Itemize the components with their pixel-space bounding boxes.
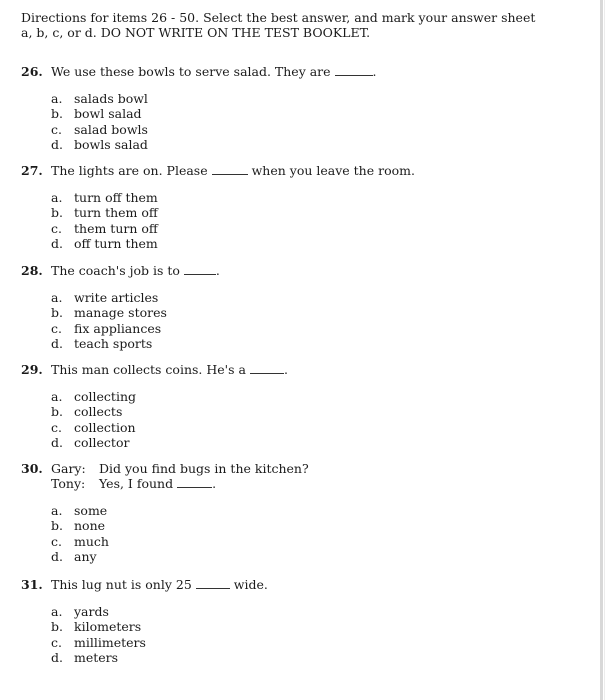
choice-letter: b.	[51, 518, 63, 534]
choice-text: collector	[74, 434, 130, 450]
choice-b	[51, 205, 415, 220]
choice-letter: d.	[51, 649, 63, 665]
choice-list	[51, 503, 309, 564]
choice-list	[51, 91, 377, 152]
choice-letter: b.	[51, 305, 63, 321]
choice-letter: a.	[51, 604, 63, 619]
choice-letter: a.	[51, 190, 63, 205]
choice-letter: a.	[51, 91, 63, 106]
choice-text: manage stores	[74, 305, 167, 321]
choice-letter: b.	[51, 205, 63, 221]
choice-letter: d.	[51, 434, 63, 450]
answer-blank	[212, 163, 248, 175]
choice-letter: d.	[51, 548, 63, 564]
choice-c	[51, 635, 268, 650]
choice-letter: c.	[51, 533, 62, 549]
question-number: 27.	[21, 163, 43, 178]
stem-after: when you leave the room.	[251, 163, 415, 178]
choice-text: teach sports	[74, 335, 153, 351]
choice-text: millimeters	[74, 634, 146, 650]
choice-text: none	[74, 518, 106, 534]
stem-before: Yes, I found	[99, 476, 174, 491]
choice-b	[51, 305, 220, 320]
directions	[21, 10, 581, 40]
dialog-text	[99, 476, 216, 491]
choice-letter: c.	[51, 419, 62, 435]
answer-blank	[196, 577, 230, 589]
question-27	[21, 163, 415, 251]
choice-b	[51, 106, 377, 121]
dialog	[51, 461, 309, 491]
stem-after: .	[372, 64, 377, 79]
choice-letter: a.	[51, 389, 63, 404]
choice-c	[51, 534, 309, 549]
question-stem	[21, 362, 288, 377]
directions-line-1: Directions for items 26 - 50. Select the best answer, and mark your answer sheet	[21, 10, 536, 25]
question-30	[21, 461, 309, 564]
choice-list	[51, 190, 415, 251]
choice-text: collects	[74, 404, 123, 420]
stem-after: .	[215, 263, 220, 278]
choice-text: much	[74, 533, 109, 549]
choice-letter: b.	[51, 404, 63, 420]
choice-text: turn them off	[74, 205, 158, 221]
question-number: 26.	[21, 64, 43, 79]
directions-line-2: a, b, c, or d. DO NOT WRITE ON THE TEST BOOKLET.	[21, 25, 371, 40]
choice-text: salads bowl	[74, 91, 148, 106]
question-text	[51, 577, 268, 592]
choice-text: some	[74, 503, 108, 518]
choice-text: yards	[74, 604, 109, 619]
choice-d	[51, 549, 309, 564]
choice-c	[51, 122, 377, 137]
choice-a	[51, 91, 377, 106]
choice-letter: a.	[51, 503, 63, 518]
stem-before: We use these bowls to serve salad. They are	[51, 64, 331, 79]
choice-c	[51, 420, 288, 435]
stem-after: wide.	[233, 577, 268, 592]
choice-letter: d.	[51, 136, 63, 152]
choice-letter: a.	[51, 290, 63, 305]
question-stem	[21, 461, 309, 491]
choice-text: any	[74, 548, 97, 564]
question-number: 30.	[21, 461, 43, 476]
choice-d	[51, 336, 220, 351]
question-29	[21, 362, 288, 450]
choice-text: bowl salad	[74, 106, 142, 122]
choice-text: turn off them	[74, 190, 158, 205]
choice-letter: c.	[51, 320, 62, 336]
choice-list	[51, 389, 288, 450]
choice-text: collection	[74, 419, 136, 435]
choice-a	[51, 190, 415, 205]
question-stem	[21, 263, 220, 278]
question-text	[51, 163, 415, 178]
question-text	[51, 64, 377, 79]
stem-before: The coach's job is to	[51, 263, 180, 278]
choice-d	[51, 137, 377, 152]
choice-text: salad bowls	[74, 121, 148, 137]
choice-list	[51, 290, 220, 351]
choice-text: them turn off	[74, 220, 158, 236]
question-number: 29.	[21, 362, 43, 377]
stem-after: .	[283, 362, 288, 377]
choice-letter: c.	[51, 121, 62, 137]
question-stem	[21, 64, 377, 79]
dialog-line-gary	[51, 461, 309, 476]
question-31	[21, 577, 268, 665]
choice-text: meters	[74, 649, 119, 665]
choice-d	[51, 435, 288, 450]
dialog-line-tony	[51, 476, 309, 491]
choice-letter: b.	[51, 619, 63, 635]
question-text	[51, 362, 288, 377]
question-text	[51, 263, 220, 278]
choice-d	[51, 236, 415, 251]
choice-d	[51, 650, 268, 665]
stem-before: This lug nut is only 25	[51, 577, 192, 592]
page-edge-line	[604, 0, 605, 700]
choice-b	[51, 518, 309, 533]
answer-blank	[184, 263, 216, 275]
stem-before: The lights are on. Please	[51, 163, 208, 178]
choice-a	[51, 604, 268, 619]
choice-letter: d.	[51, 235, 63, 251]
choice-b	[51, 619, 268, 634]
choice-list	[51, 604, 268, 665]
answer-blank	[177, 476, 212, 488]
stem-after: .	[212, 476, 217, 491]
choice-text: fix appliances	[74, 320, 162, 336]
choice-text: off turn them	[74, 235, 158, 251]
choice-letter: d.	[51, 335, 63, 351]
dialog-text: Did you find bugs in the kitchen?	[99, 461, 309, 476]
choice-c	[51, 321, 220, 336]
choice-c	[51, 221, 415, 236]
answer-blank	[250, 362, 284, 374]
question-stem	[21, 163, 415, 178]
question-stem	[21, 577, 268, 592]
question-26	[21, 64, 377, 152]
speaker-name: Gary:	[51, 461, 86, 476]
choice-a	[51, 503, 309, 518]
question-28	[21, 263, 220, 351]
speaker-name: Tony:	[51, 476, 86, 491]
choice-text: kilometers	[74, 619, 142, 635]
choice-letter: b.	[51, 106, 63, 122]
choice-text: bowls salad	[74, 136, 148, 152]
choice-text: collecting	[74, 389, 136, 404]
page-edge-shadow	[600, 0, 603, 700]
answer-blank	[335, 64, 373, 76]
choice-text: write articles	[74, 290, 159, 305]
question-number: 31.	[21, 577, 43, 592]
question-number: 28.	[21, 263, 43, 278]
choice-letter: c.	[51, 220, 62, 236]
choice-letter: c.	[51, 634, 62, 650]
choice-a	[51, 389, 288, 404]
choice-a	[51, 290, 220, 305]
choice-b	[51, 404, 288, 419]
stem-before: This man collects coins. He's a	[51, 362, 246, 377]
